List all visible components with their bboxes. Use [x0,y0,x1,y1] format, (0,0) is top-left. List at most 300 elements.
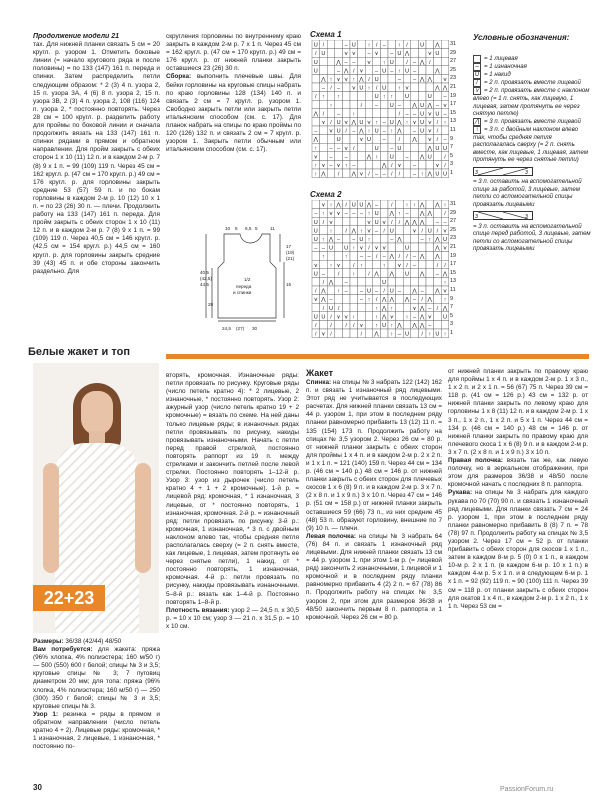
schema1-cell [327,109,335,118]
schema2-symbol: ↑ [360,228,363,235]
schema2-symbol: ⋀ [381,314,387,321]
schema1-symbol: / [398,137,401,144]
schema2-symbol: ↑ [405,314,409,321]
schema1-symbol: ↑ [405,120,409,126]
schema1-cell [327,169,335,178]
dim-bottom: 24,5 [222,326,231,331]
schema1-symbol: U [374,94,379,101]
schema2-symbol: ⋀ [442,305,448,312]
schema2-row-number: 13 [450,278,456,285]
schema1-symbol: U [442,145,448,152]
cdd-icon: ↑ [473,126,481,134]
schema2-symbol: ↑ [390,323,394,329]
schema1-symbol: U [442,171,448,178]
dim-42-5: (42,5) [200,276,213,281]
schema1-symbol: ↑ [375,154,378,161]
legend-title: Условные обозначения: [473,33,570,42]
schema1-symbol: / [375,85,378,92]
schema1-symbol: ⋀ [412,137,417,144]
schema2-cell [335,329,343,338]
schema1-cell [396,57,404,66]
schema2-cell [342,260,350,269]
schema1-symbol: ⋀ [427,102,433,109]
materials-label: Вам потребуется: [33,646,93,654]
schema1-symbol: – [344,154,348,161]
schema1-cell [320,57,328,66]
schema2-symbol: ⋎ [397,262,402,269]
svg-text:3: 3 [475,169,478,176]
schema2-cell [426,243,434,252]
schema1-symbol: ⋀ [412,102,417,109]
dim-5: 5 [255,226,258,231]
schema1-symbol: ⋀ [321,171,326,178]
schema1-symbol: ⋀ [397,128,402,135]
schema2-symbol: ⋀ [435,245,440,252]
schema1-symbol: / [444,154,446,161]
schema2-cell [388,277,396,286]
schema2-symbol: / [330,331,332,338]
schema1-symbol: ↑ [367,42,371,49]
schema2-cell [335,243,343,252]
face [81,391,113,435]
schema1-symbol: U [321,51,326,58]
schema1-symbol: / [353,145,355,152]
schema2-symbol: ↑ [329,202,333,209]
k3tog-icon: ⋀ [474,118,480,125]
schema2-cell [342,303,350,312]
schema2-row-number: 1 [450,329,453,336]
schema2-symbol: ↑ [367,297,371,304]
schema2-symbol: ↑ [352,245,356,252]
schema2-symbol: – [359,254,363,261]
schema2-symbol: / [368,245,370,252]
schema1-symbol: / [337,171,340,178]
sleeves-label: Рукава: [448,489,473,497]
schema2-symbol: ⋎ [389,314,394,321]
legend-item-yo: U = 1 накид [474,71,511,78]
schema1-row-number: 19 [450,92,456,99]
schema2-title: Схема 2 [310,190,342,199]
schema2-symbol: U [427,228,432,235]
schema2-cell [358,303,366,312]
top-left-column [33,33,160,353]
schema1-symbol: – [352,128,356,135]
schema1-cell [388,135,396,144]
schema1-cell [327,40,335,49]
schema2-symbol: / [444,211,446,218]
schema1-symbol: ⋎ [412,120,417,126]
schema1-row-number: 17 [450,101,456,108]
schema1-symbol: ⋀ [435,85,440,92]
schema2-symbol: ↑ [390,331,394,338]
schema1-cell [365,92,373,101]
schema2-cell [350,329,358,338]
schema1-cell [373,160,381,169]
schema1-symbol: ↑ [375,120,378,126]
schema2-cell [342,329,350,338]
schema1-symbol: ⋀ [442,85,448,92]
schema2-symbol: ⋀ [336,202,341,209]
schema2-cell [434,312,442,321]
schema2-symbol: ⋀ [427,211,433,218]
schema2-row-number: 19 [450,252,456,259]
schema1-symbol: – [375,102,379,109]
schema1-symbol: / [360,102,363,109]
schema2-symbol: U [404,245,410,252]
schema2-cell [396,277,404,286]
schema2-symbol: / [436,228,439,235]
schema1-symbol: – [443,137,447,144]
schema1-cell [320,126,328,135]
schema1-symbol: – [413,128,417,135]
schema2-symbol: U [389,228,394,235]
column-2-text: вторять, кромочная. Изнаночные ряды: петли провязать по рисунку. Круговые ряды (число петель кратно 4): * 2 лицевые, 2 изнаночные, * постоянно повторять. Узор 2: ажурный узор (число петель кратно 19 + 2 кромочные) = вязать по схеме. На ней даны только лицевые ряды; в изнаночных рядах петли провязывать по рисунку, накиды провязывать изнаночными. Начать с петли перед правой стрелкой, постоянно повторять раппорт из 19 п. между стрелками и закончить петлей после левой стрелки. Постоянно повторять 1–12-й р. Узор 3: узор из дырочек (число петель кратно 4 + 1 + 2 кромочные). 1-й р. = лицевой ряд: кромочная, * 1 изнаночная, 3 лицевые, от * постоянно повторять, 1 изнаночная, кромочная. 2-й р. = изнаночный ряд: петли провязать по рисунку. 3-й р.: кромочная, 1 изнаночная, * 3 п. с двойным наклоном влево так, чтобы средняя петля располагалась сверху (= 2 п. снять вместе, как лицевые, 1 лицевая, затем протянуть ее через снятые петли), 1 накид, от * постоянно повторять, 1 изнаночная, кромочная. 4-й р.: петли провязать по рисунку, накиды провязывать изнаночными. 5–8-й р.: вязать как 1–4-й р. Постоянно повторять 1–8-й р. [166,372,299,606]
schema2-symbol: ⋀ [427,297,433,304]
schema2-symbol: ⋎ [366,228,372,235]
schema1-symbol: / [398,171,401,178]
schema2-symbol: U [328,245,334,252]
schema2-symbol: – [337,237,341,243]
schema2-symbol: ↑ [322,211,325,218]
schema2-cell [373,260,381,269]
schema2-symbol: ⋀ [374,331,379,338]
schema1-symbol: – [390,145,394,152]
schema2-symbol: – [344,288,348,295]
schema1-symbol: ⋀ [313,137,319,144]
schema2-symbol: ↑ [360,262,363,269]
schema1-symbol: / [368,171,370,178]
schema1-cell [373,135,381,144]
schema2-cell [380,329,388,338]
schema1-symbol: U [397,51,402,58]
schema2-symbol: ↑ [375,323,378,329]
schema2-symbol: – [435,271,439,278]
schema2-symbol: / [398,254,401,261]
schema1-symbol: / [391,171,393,178]
schema2-cell [396,295,404,304]
schema2-symbol: – [397,331,401,338]
schema1-cell [418,92,426,101]
schema2-symbol: ⋎ [382,219,387,226]
schema2-cell [441,320,449,329]
schema1-cell [342,83,350,92]
schema2-symbol: ⋀ [419,314,425,321]
legend-item-cable-front: 3 3 = 3 п. оставить на вспомогательной спице перед работой, 3 лицевые, затем петли со вспомогательной спицы провязать лицевыми [473,211,591,253]
schema2-symbol: – [359,297,363,304]
schema1-symbol: – [443,94,447,101]
schema1-cell [403,126,411,135]
schema2-cell [335,277,343,286]
schema1-symbol: / [436,128,439,135]
schema2-symbol: ⋀ [321,288,326,295]
schema1-cell [388,109,396,118]
schema1-cell [358,92,366,101]
schema2-cell [426,217,434,226]
schema1-symbol: ↑ [443,120,447,126]
schema1-symbol: U [382,68,387,75]
schema2-cell [441,252,449,261]
schema1-symbol: U [366,137,372,144]
schema2-symbol: ↑ [375,305,378,312]
schema2-symbol: ↑ [443,280,447,286]
schema1-symbol: ⋎ [374,51,379,58]
schema1-cell [312,74,320,83]
schema1-symbol: – [413,163,417,169]
schema1-symbol: ⋎ [344,145,349,152]
schema1-symbol: / [330,120,332,126]
schema1-cell [411,49,419,58]
schema1-cell [426,83,434,92]
schema1-symbol: / [322,111,325,118]
schema2-symbol: / [421,228,423,235]
schema2-symbol: / [406,254,408,261]
schema2-cell [426,260,434,269]
schema1-row-numbers [450,40,462,178]
schema1-symbol: – [397,77,401,83]
schema1-symbol: U [374,128,379,135]
schema1-title: Схема 1 [310,30,342,39]
schema2-cell [411,269,419,278]
schema2-row-number: 17 [450,261,456,268]
schema1-symbol: – [413,111,417,118]
schema2-symbol: / [315,331,317,338]
schema2-symbol: ↑ [375,314,378,321]
schema2-symbol: / [375,254,378,261]
schema2-symbol: U [366,288,372,295]
schema1-symbol: ↑ [398,85,401,92]
schema1-symbol: U [382,85,387,92]
schema1-symbol: ↑ [390,94,394,101]
schema1-cell [342,100,350,109]
dim-bottom-27: (27) [236,326,245,331]
schema2-cell [403,320,411,329]
schema2-symbol: / [322,219,325,226]
assembly-label: Сборка: [166,73,192,81]
jacket-heading: Жакет [306,368,334,378]
schema1-cell [312,83,320,92]
schema1-cell [388,74,396,83]
schema1-cell [418,160,426,169]
schema2-cell [434,209,442,218]
schema2-symbol: – [344,280,348,286]
schema1-symbol: U [420,120,425,126]
schema2-cell [365,329,373,338]
schema2-symbol: / [337,271,340,278]
schema2-symbol: U [359,202,364,209]
schema2-cell [373,277,381,286]
schema2-symbol: – [375,288,379,295]
schema2-symbol: / [406,262,408,269]
schema1-cell [403,74,411,83]
schema1-cell [335,49,343,58]
schema2-symbol: ⋎ [313,297,318,304]
schema2-symbol: ⋎ [321,331,326,338]
schema2-symbol: ↑ [398,211,401,218]
schema2-cell [396,303,404,312]
schema1-cell [441,49,449,58]
schema1-symbol: U [404,68,410,75]
schema2-symbol: U [359,237,364,243]
schema2-cell [365,312,373,321]
dim-shoulder-8: 8 [235,226,238,231]
schema2-symbol: – [397,288,401,295]
schema2-cell [403,286,411,295]
schema1-symbol: / [391,163,393,169]
schema2-cell [403,277,411,286]
schema1-symbol: U [313,59,318,66]
schema1-symbol: U [420,128,425,135]
schema2-symbol: ↑ [428,237,432,243]
schema1-cell [441,57,449,66]
schema2-cell [365,277,373,286]
legend-item-ssk: ⋎ = 2 п. провязать вместе с наклоном влево (= 1 п. снять, как лицевую, 1 лицевая, затем протянуть ее через снятую петлю) [473,87,590,117]
schema1-symbol: ⋎ [404,85,410,92]
schema2-symbol: U [435,331,440,338]
schema1-cell [373,57,381,66]
schema2-row-number: 29 [450,209,456,216]
schema1-symbol: ⋎ [359,171,364,178]
schema2-cell [396,200,404,209]
schema2-symbol: / [345,323,347,329]
schema1-cell [434,74,442,83]
schema2-cell [365,303,373,312]
schema1-row-number: 9 [450,135,453,142]
schema2-symbol: ⋀ [412,219,417,226]
schema1-symbol: ↑ [314,145,318,152]
schema1-symbol: ⋀ [427,171,433,178]
schema1-cell [365,109,373,118]
dim-28: 28 [208,302,214,307]
schema2-symbol: – [359,288,363,295]
schema1-cell [373,109,381,118]
schema1-symbol: ⋎ [344,77,349,83]
schema1-symbol: – [344,42,348,49]
column-2 [166,372,299,788]
schema1-cell [411,83,419,92]
schema1-cell [365,100,373,109]
schema2-symbol: / [421,297,423,304]
schema1-symbol: – [413,68,417,75]
schema2-cell [396,243,404,252]
schema1-symbol: – [413,171,417,178]
half-label: 1/2 [244,277,251,282]
schema1-symbol: – [443,111,447,118]
schema2-symbol: ⋎ [427,314,432,321]
legend [473,55,591,253]
schema1-symbol: / [375,42,378,49]
schema1-symbol: U [374,145,379,152]
schema2-symbol: U [313,219,318,226]
schema2-symbol: ⋀ [419,211,425,218]
schema1-cell [327,135,335,144]
schema2-symbol: ⋀ [381,297,387,304]
schema1-symbol: ↑ [314,163,318,169]
schema2-symbol: U [404,331,410,338]
schema2-symbol: – [413,262,417,269]
schema2-cell [380,269,388,278]
schema1-symbol: ⋎ [366,120,372,126]
ssk-icon: ⋎ [474,88,480,94]
legend-item-knit: = 1 лицевая [473,55,591,63]
schema1-symbol: – [397,102,401,109]
schema2-cell [418,277,426,286]
schema1-cell [320,100,328,109]
sleeves-text: на спицы № 3 набрать для каждого рукава по 70 (70) 90 п. и связать 1 изнаночный ряд лицевыми. Для планки связать 7 см = 24 р. узором 1, при этом в последнем ряду планки равномерно прибавить 8 (8) 7 п. = 78 (78) 97 п. Продолжить работу на спицах № 3,5 узором 2. Через 17 см = 52 р. от планки прибавить с обеих сторон для скосов 1 х 1 п., затем в каждом 8-м р. 5 (0) 0 х 1 п., в каждом 10-м р. 2 х 1 п. (в каждом 6-м р. 10 х 1 п.) в каждом 4-м р. 5 х 1 п. и в следующем 6-м р. 1 х 1 п. = 92 (92) 119 п. = 90 (100) 111 п. Через 39 см = 118 р. от планки закрыть с обеих сторон для окатов 1 х 4 п., в каждом 2-м р. 1 х 2 п., 1 х 1 п. Через 53 см = [448,489,588,610]
schema1-symbol: U [435,145,440,152]
schema2-row-number: 31 [450,201,456,207]
schema2-symbol: – [443,219,447,226]
schema2-symbol: ⋀ [412,323,417,329]
schema2-row-number: 5 [450,312,453,319]
schema1-symbol: ⋀ [366,154,372,161]
schema1-symbol: U [359,85,364,92]
schema2-symbol: ↑ [329,262,333,269]
schema1-symbol: ⋎ [344,51,349,58]
schema1-symbol: ↑ [390,128,394,135]
schema1-cell [403,100,411,109]
schema2-symbol: ⋎ [442,228,448,235]
schema2-symbol: / [368,271,370,278]
schema1-symbol: ⋎ [344,120,349,126]
schema1-row-number: 27 [450,58,456,65]
schema1-cell [342,169,350,178]
schema2-row-numbers [450,200,462,338]
schema1-symbol: U [427,94,432,101]
schema1-symbol: ⋀ [313,111,319,118]
schema1-symbol: – [337,68,341,75]
schema2-symbol: U [389,288,394,295]
schema1-cell [441,126,449,135]
schema2-symbol: ⋎ [321,202,326,209]
schema1-symbol: – [382,171,386,178]
section-rule [166,354,589,359]
dim-11: 11 [270,226,275,231]
schema1-symbol: / [322,42,325,49]
schema1-symbol: U [389,59,394,66]
schema1-cell [342,92,350,101]
schema2-symbol: U [313,237,318,243]
column-4-text: от нижней планки закрыть по правому краю для проймы 1 х 4 п. и в каждом 2-м р. 1 х 3 п., 1 х 2 п. и 2 х 1 п. = 56 (67) 75 п. Через 39 см = 118 р. (41 см = 126 р.) 43 см = 132 р. от нижней планки закрыть по левому краю для горловины 1 х 8 (11) 12 п. и в каждом 2-м р. 1 х 3 п., 1 х 2 п., 1 х 2 п. и 5 х 1 п. Через 44 см = 134 р. (46 см = 140 р.) 48 см = 146 р. от нижней планки закрыть по правому краю для плечевого скоса 1 х 6 (8) 9 п. и в каждом 2-м р. 3 х 7 п. (2 х 8 п. и 1 х 9 п.) 3 х 10 п. [448,368,588,456]
schema2-cell [320,260,328,269]
schema2-symbol: ⋎ [359,323,364,329]
schema2-symbol: – [413,314,417,321]
schema2-symbol: / [383,228,385,235]
schema1-symbol: ⋀ [359,128,364,135]
schema2-symbol: U [344,245,349,252]
schema2-symbol: U [321,314,326,321]
site-watermark: PassionForum.ru [500,786,554,793]
schema2-symbol: U [351,202,356,209]
schema2-symbol: ⋀ [419,305,425,312]
schema1-symbol: ⋀ [321,77,326,83]
schema2-cell [320,320,328,329]
schema2-cell [411,243,419,252]
schema2-cell [342,234,350,243]
schema2-symbol: – [405,211,409,218]
schema2-cell [396,269,404,278]
schema1-cell [426,66,434,75]
schema2-symbol: / [353,262,355,269]
right-front-text: вязать так же, как левую полочку, но в зеркальном отображении, при этом для размеров 36/38 и 48/50 после кромочной начать с последних 8 п. раппорта. [448,457,588,489]
schema2-symbol: ↑ [405,202,409,209]
schema1-symbol: ⋀ [351,171,357,178]
schema1-symbol: – [321,85,325,92]
schema2-symbol: ⋀ [389,211,395,218]
schema1-symbol: U [374,77,379,83]
schema1-symbol: ↑ [329,102,333,109]
schema2-symbol: ⋀ [328,280,334,286]
schema2-symbol: – [390,237,394,243]
